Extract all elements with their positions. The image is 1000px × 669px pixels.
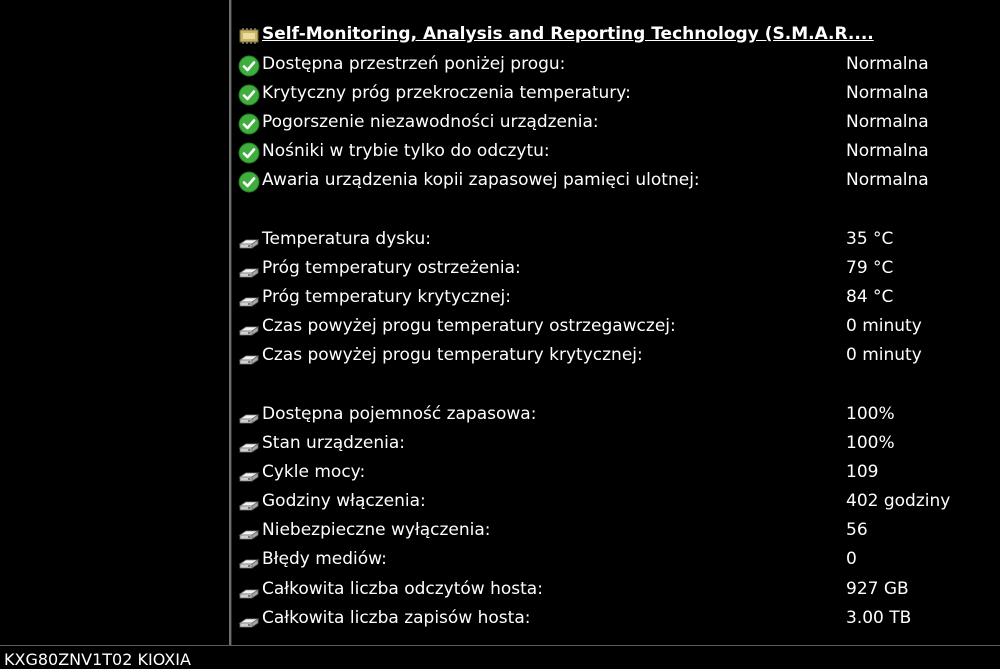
item-label: Próg temperatury krytycznej: xyxy=(262,287,511,307)
item-value: Normalna xyxy=(846,141,929,161)
item-label: Czas powyżej progu temperatury ostrzegawczej: xyxy=(262,316,676,336)
item-label: Dostępna przestrzeń poniżej progu: xyxy=(262,54,566,74)
drive-icon xyxy=(238,463,260,485)
item-label: Dostępna pojemność zapasowa: xyxy=(262,404,537,424)
drive-icon xyxy=(238,288,260,310)
item-label: Całkowita liczba zapisów hosta: xyxy=(262,608,531,628)
item-value: 100% xyxy=(846,404,895,424)
item-value: 100% xyxy=(846,433,895,453)
list-item[interactable] xyxy=(232,517,1000,545)
item-value: 927 GB xyxy=(846,579,909,599)
item-value: 402 godziny xyxy=(846,491,951,511)
details-pane xyxy=(232,0,1000,645)
list-item[interactable] xyxy=(232,226,1000,254)
item-value: Normalna xyxy=(846,170,929,190)
list-item[interactable] xyxy=(232,488,1000,516)
item-label: Całkowita liczba odczytów hosta: xyxy=(262,579,543,599)
item-label: Temperatura dysku: xyxy=(262,229,431,249)
list-item[interactable] xyxy=(232,51,1000,79)
drive-icon xyxy=(238,521,260,543)
item-label: Awaria urządzenia kopii zapasowej pamięci ulotnej: xyxy=(262,170,700,190)
statusbar xyxy=(0,646,1000,669)
list-item[interactable] xyxy=(232,255,1000,283)
check-ok-icon xyxy=(238,142,260,164)
item-label: Niebezpieczne wyłączenia: xyxy=(262,520,491,540)
list-item[interactable] xyxy=(232,342,1000,370)
drive-icon xyxy=(238,346,260,368)
drive-icon xyxy=(238,405,260,427)
check-ok-icon xyxy=(238,171,260,193)
list-item[interactable] xyxy=(232,284,1000,312)
item-value: Normalna xyxy=(846,54,929,74)
drive-icon xyxy=(238,317,260,339)
drive-icon xyxy=(238,609,260,631)
item-label: Czas powyżej progu temperatury krytycznej: xyxy=(262,345,643,365)
item-value: Normalna xyxy=(846,83,929,103)
check-ok-icon xyxy=(238,55,260,77)
item-value: 79 °C xyxy=(846,258,894,278)
item-label: Nośniki w trybie tylko do odczytu: xyxy=(262,141,550,161)
item-value: Normalna xyxy=(846,112,929,132)
list-item[interactable] xyxy=(232,167,1000,195)
item-label: Cykle mocy: xyxy=(262,462,366,482)
list-item[interactable] xyxy=(232,605,1000,633)
item-value: 3.00 TB xyxy=(846,608,912,628)
list-item[interactable] xyxy=(232,546,1000,574)
list-item[interactable] xyxy=(232,430,1000,458)
drive-icon xyxy=(238,230,260,252)
item-value: 35 °C xyxy=(846,229,894,249)
item-value: 0 minuty xyxy=(846,345,922,365)
item-value: 109 xyxy=(846,462,879,482)
smart-chip-icon xyxy=(238,25,260,47)
item-value: 0 minuty xyxy=(846,316,922,336)
drive-icon xyxy=(238,492,260,514)
drive-icon xyxy=(238,550,260,572)
list-item[interactable] xyxy=(232,401,1000,429)
device-tree-pane[interactable] xyxy=(0,0,229,645)
list-item[interactable] xyxy=(232,459,1000,487)
item-label: Godziny włączenia: xyxy=(262,491,426,511)
smart-section-header[interactable] xyxy=(232,21,1000,49)
item-value: 56 xyxy=(846,520,868,540)
item-label: Krytyczny próg przekroczenia temperatury: xyxy=(262,83,631,103)
item-label: Błędy mediów: xyxy=(262,549,387,569)
list-item[interactable] xyxy=(232,109,1000,137)
item-label: Pogorszenie niezawodności urządzenia: xyxy=(262,112,599,132)
drive-icon xyxy=(238,580,260,602)
drive-icon xyxy=(238,259,260,281)
item-label: Próg temperatury ostrzeżenia: xyxy=(262,258,521,278)
check-ok-icon xyxy=(238,84,260,106)
item-value: 84 °C xyxy=(846,287,894,307)
item-value: 0 xyxy=(846,549,857,569)
check-ok-icon xyxy=(238,113,260,135)
list-item[interactable] xyxy=(232,576,1000,604)
smart-section-title[interactable]: Self-Monitoring, Analysis and Reporting Technology (S.M.A.R.... xyxy=(262,24,874,44)
drive-icon xyxy=(238,434,260,456)
statusbar-device-name: KXG80ZNV1T02 KIOXIA xyxy=(4,650,191,669)
list-item[interactable] xyxy=(232,313,1000,341)
item-label: Stan urządzenia: xyxy=(262,433,405,453)
list-item[interactable] xyxy=(232,138,1000,166)
list-item[interactable] xyxy=(232,80,1000,108)
